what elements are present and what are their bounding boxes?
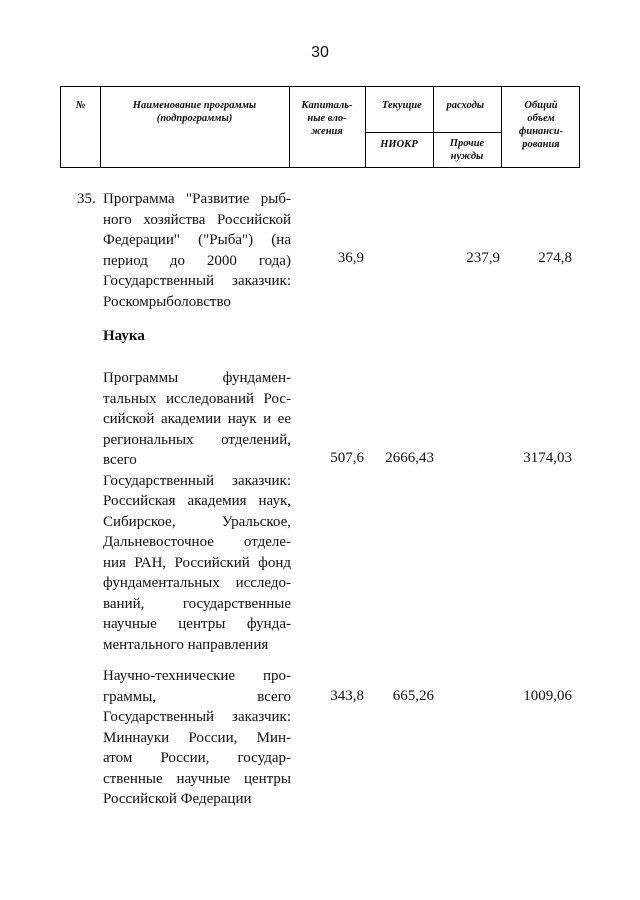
capital-value: 507,6	[330, 450, 364, 466]
capital-value: 343,8	[330, 688, 364, 704]
header-col-total: Общий объем финанси- рования	[518, 100, 564, 150]
other-value: 237,9	[466, 250, 500, 266]
entry-description: Программы фундамен- тальных исследований Рос- сийской академии наук и ее региональных отделений, всего Государственный заказчик: Российская академия наук, Сибирское, Уральское, Дальневосточное отделе- ния РАН, Российский фонд фундаментальных исследо- ваний, государственные научные центры фунда- ментального направления	[103, 370, 291, 653]
capital-value: 36,9	[337, 250, 364, 266]
section-heading-science: Наука	[103, 328, 145, 344]
niokr-value: 2666,43	[385, 450, 434, 466]
total-value: 1009,06	[523, 688, 572, 704]
niokr-value: 665,26	[392, 688, 434, 704]
entry-description: Программа "Развитие рыб- ного хозяйства Российской Федерации" ("Рыба") (на период до 2000 года) Государственный заказчик: Роскомрыболовство	[103, 191, 291, 310]
header-col-other: Прочие нужды	[449, 138, 485, 162]
header-col-name: Наименование программы (подпрограммы)	[132, 100, 257, 124]
total-value: 3174,03	[523, 450, 572, 466]
page-number: 30	[311, 44, 329, 61]
entry-description: Научно-технические про- граммы, всего Государственный заказчик: Миннауки России, Мин- атом России, государ- ственные научные центры Российской Федерации	[103, 668, 291, 807]
header-col-capital: Капиталь- ные вло- жения	[301, 100, 353, 137]
header-col-number: №	[75, 100, 86, 111]
total-value: 274,8	[538, 250, 572, 266]
entry-number: 35.	[77, 191, 96, 207]
table-header	[60, 86, 580, 168]
header-col-niokr: НИОКР	[380, 139, 418, 150]
header-col-current: Текущие расходы	[381, 100, 485, 111]
